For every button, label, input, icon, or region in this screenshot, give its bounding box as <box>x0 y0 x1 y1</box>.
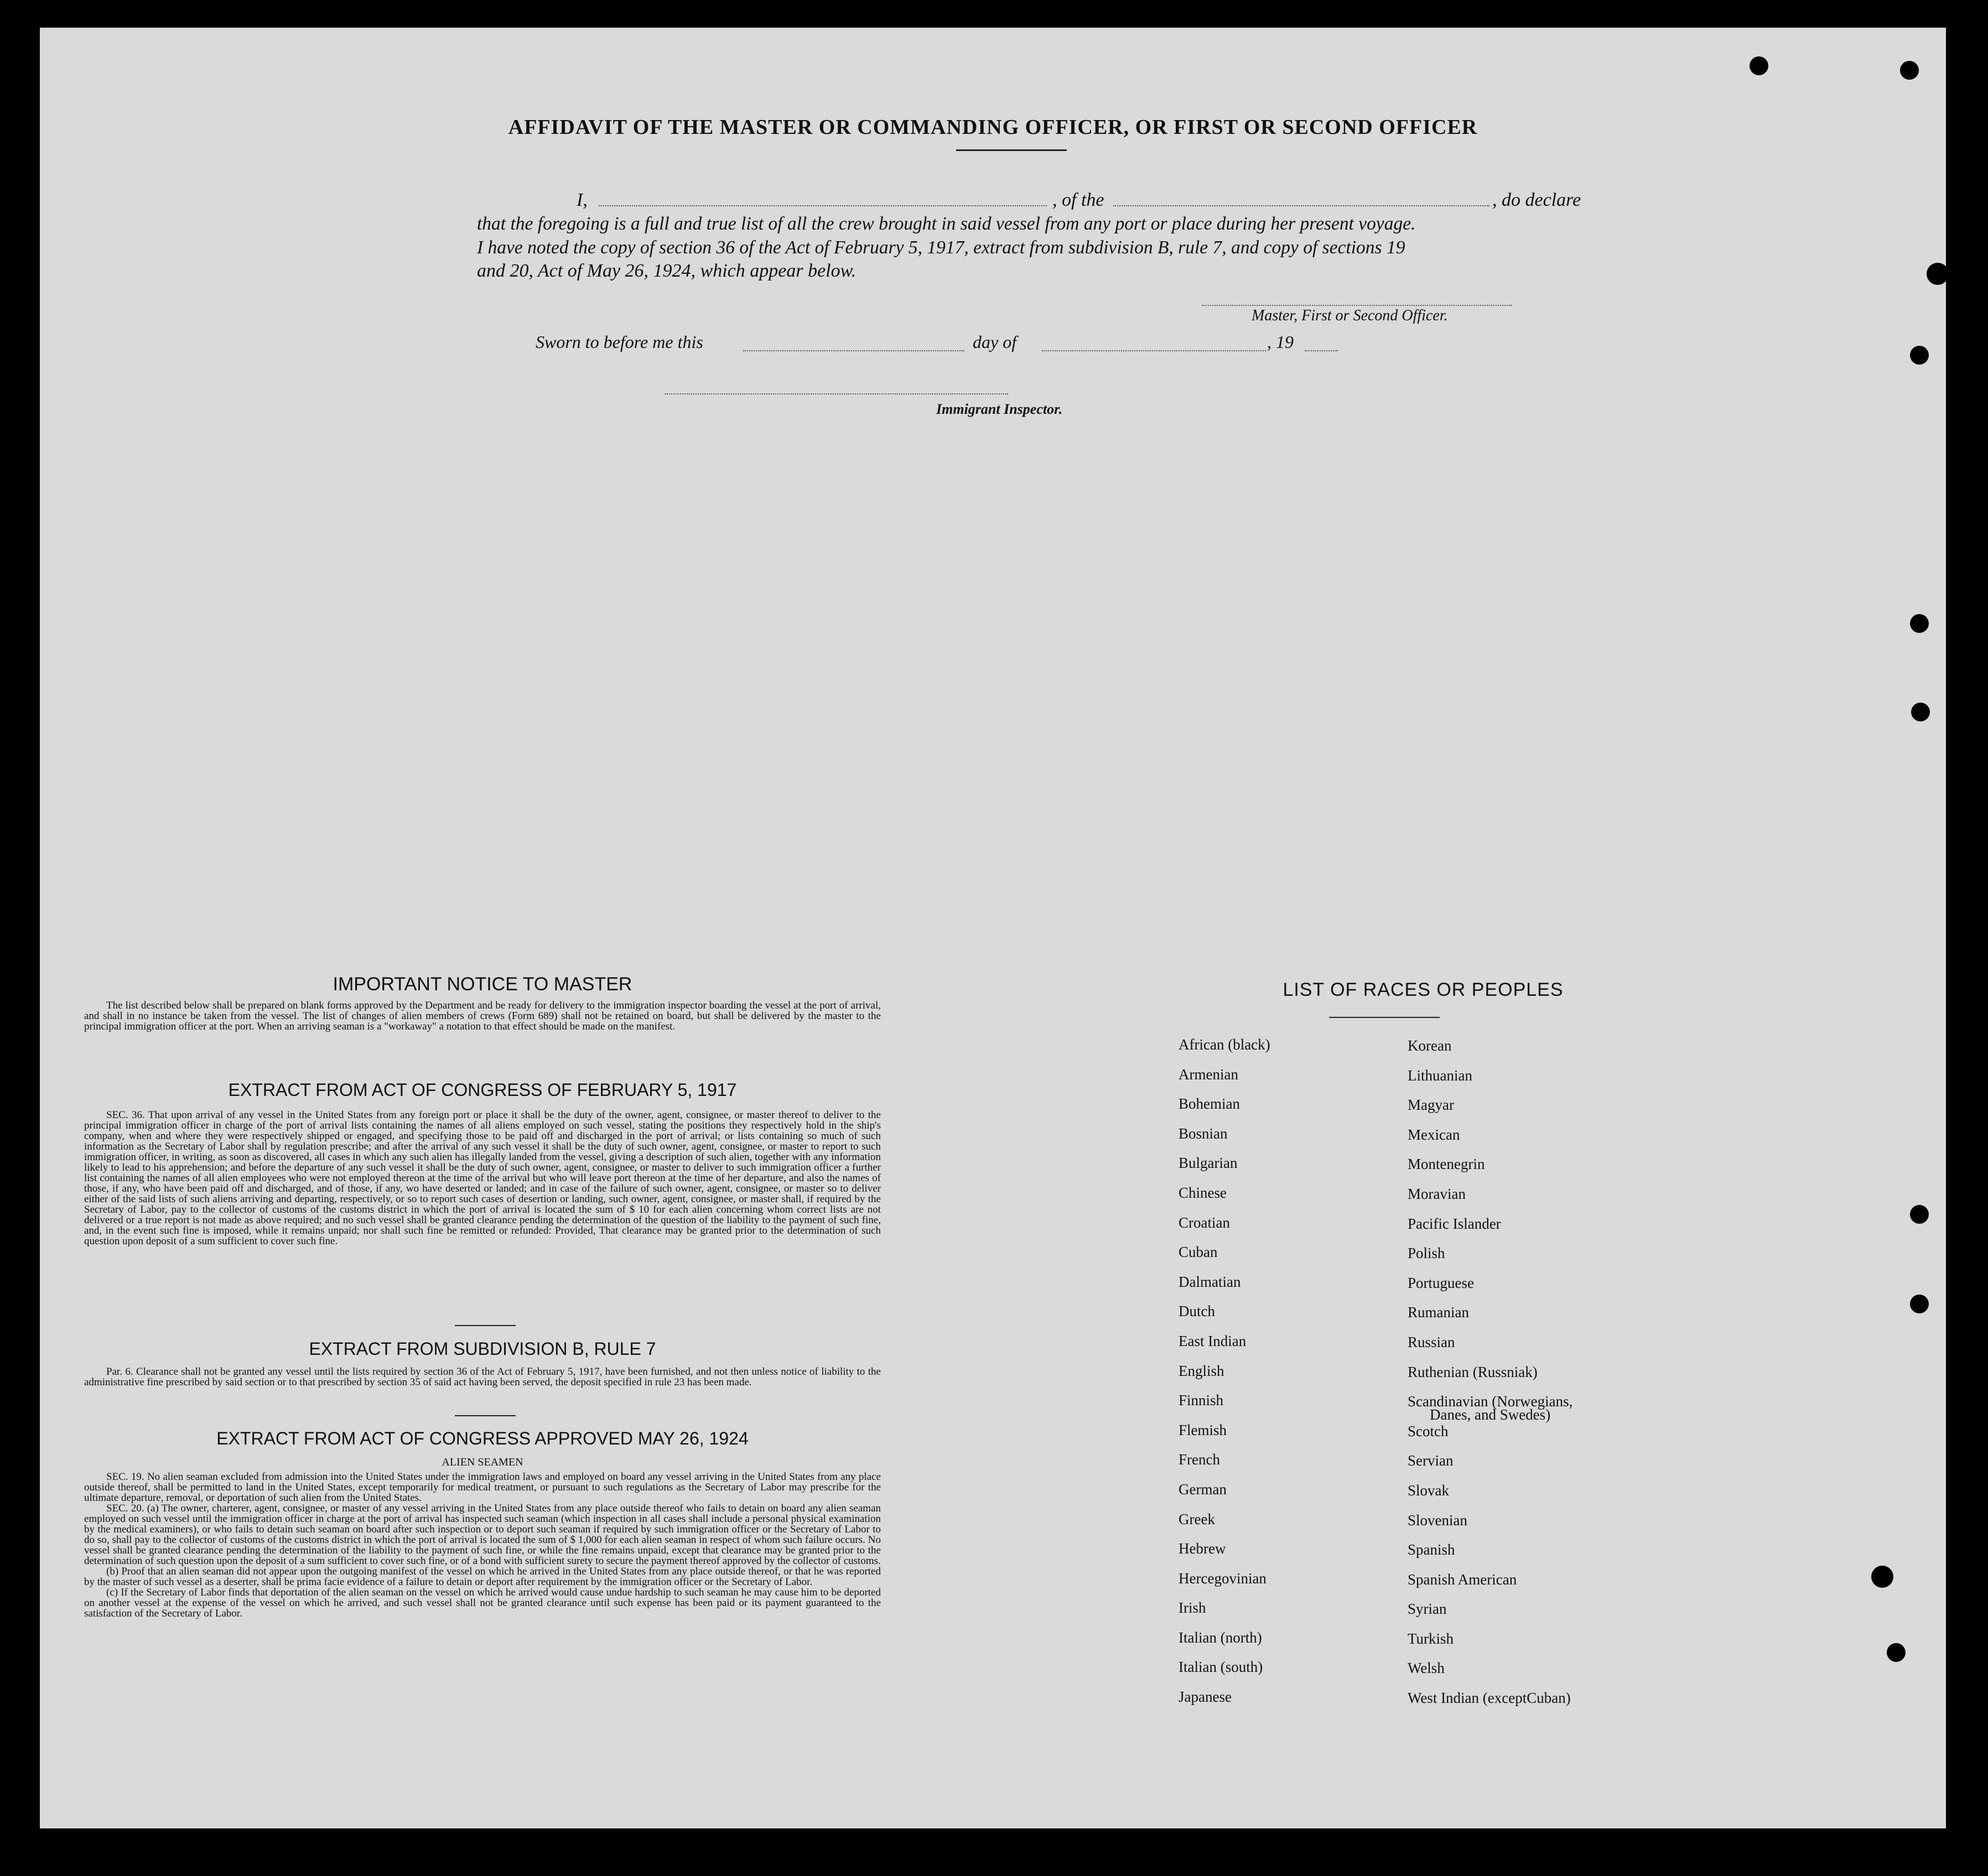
day-blank[interactable] <box>743 350 964 351</box>
race-item: Dutch <box>1179 1303 1215 1320</box>
affidavit-of-the: , of the <box>1052 190 1104 210</box>
race-item: Spanish American <box>1408 1571 1517 1588</box>
race-item: Syrian <box>1408 1600 1447 1618</box>
punch-hole <box>1871 1566 1893 1588</box>
section-36-paragraph: SEC. 36. That upon arrival of any vessel in the United States from any foreign port or place it shall be the duty of the owner, agent, consignee, or master thereof to deliver to the principal immigration officer in charge of the port of arrival lists containing the names of all aliens employed on such vessel, stating the positions they respectively hold in the ship's company, when and where they were respectively shipped or engaged, and specifying those to be paid off and discharged in the port of arrival; or lists containing so much of such information as the Secretary of Labor shall by regulation prescribe; and after the arrival of any such vessel it shall be the duty of such owner, agent, consignee, or master to report to such immigration officer, in writing, as soon as discovered, all cases in which any such alien has illegally landed from the vessel, giving a description of such alien, together with any information likely to lead to his apprehension; and before the departure of any such vessel it shall be the duty of such owner, agent, consignee, or master to deliver to such immigration officer a further list containing the names of all alien employees who were not employed thereon at the time of the arrival but who will leave port thereon at the time of her departure, and also the names of those, if any, who have been paid off and discharged, and of those, if any, wo have deserted or landed; and in case of the failure of such owner, agent, consignee, or master so to deliver either of the said lists of such aliens arriving and departing, respectively, or so to report such cases of desertion or landing, such owner, agent, consignee, or master shall, if required by the Secretary of Labor, pay to the collector of customs of the customs district in which the port of arrival is located the sum of $ 10 for each alien concerning whom correct lists are not delivered or a true report is not made as above required; and no such vessel shall be granted clearance pending the determination of the question of the liability to the payment of such fine, and, in the event such fine is imposed, while it remains unpaid; nor shall such fine be remitted or refunded: Provided, That clearance may be granted prior to the determination of such question upon deposit of a sum sufficient to cover such fine. <box>84 1109 881 1247</box>
document-page <box>40 28 1946 1828</box>
extract-rule7-title: EXTRACT FROM SUBDIVISION B, RULE 7 <box>309 1339 656 1359</box>
races-title-rule <box>1329 1017 1440 1018</box>
sworn-line <box>536 332 1366 360</box>
race-item: Hebrew <box>1179 1540 1226 1557</box>
affidavit-line-2: that the foregoing is a full and true list of all the crew brought in said vessel from any port or place during her present voyage. <box>477 214 1416 234</box>
race-item: Servian <box>1408 1452 1454 1469</box>
vessel-blank[interactable] <box>1113 205 1489 206</box>
punch-hole <box>1887 1643 1906 1662</box>
affidavit-line-3: I have noted the copy of section 36 of the Act of February 5, 1917, extract from subdivision B, rule 7, and copy of sections 19 <box>477 237 1405 258</box>
race-item: Chinese <box>1179 1184 1227 1201</box>
race-item: Montenegrin <box>1408 1156 1485 1173</box>
race-item: Magyar <box>1408 1097 1454 1114</box>
race-item: Spanish <box>1408 1541 1455 1558</box>
sec-19-paragraph: SEC. 19. No alien seaman excluded from admission into the United States under the immigration laws and employed on board any vessel arriving in the United States from any place outside thereof, shall be permitted to land in the United States, except temporarily for medical treatment, or pursuant to such regulations as the Secretary of Labor may prescribe for the ultimate departure, removal, or deportation of such alien from the United States. <box>84 1471 881 1504</box>
race-item: Dalmatian <box>1179 1273 1241 1290</box>
race-item: Hercegovinian <box>1179 1570 1266 1587</box>
affidavit-line-4: and 20, Act of May 26, 1924, which appear below. <box>477 261 857 281</box>
race-item: Portuguese <box>1408 1274 1474 1291</box>
race-item: Bohemian <box>1179 1095 1240 1113</box>
affidavit-i: I, <box>577 190 588 210</box>
punch-hole <box>1910 1295 1929 1313</box>
title-rule <box>956 149 1067 151</box>
race-item: Rumanian <box>1408 1304 1469 1321</box>
race-item-text: Scandinavian (Norwegians, <box>1408 1393 1573 1410</box>
sworn-year: , 19 <box>1267 332 1294 352</box>
sworn-prefix: Sworn to before me this <box>536 332 703 352</box>
race-item: French <box>1179 1451 1220 1468</box>
punch-hole <box>1910 346 1929 365</box>
par-6-paragraph: Par. 6. Clearance shall not be granted any vessel until the lists required by section 36 of the Act of February 5, 1917, have been furnished, and not then unless notice of liability to the administrative fine prescribed by said section or to that prescribed by section 35 of said act having been served, the deposit specified in rule 23 has been made. <box>84 1366 881 1388</box>
signature-caption: Master, First or Second Officer. <box>1252 307 1448 324</box>
sec-20a-paragraph: SEC. 20. (a) The owner, charterer, agent, consignee, or master of any vessel arriving in the United States from any place outside thereof who fails to detain on board any alien seaman employed on such vessel until the immigration officer in charge at the port of arrival has inspected such seaman (which inspection in all cases shall include a personal physical examination by the medical examiners), or who fails to detain such seaman on board after such inspection or to deport such seaman if required by such immigration officer or the Secretary of Labor to do so, shall pay to the collector of customs of the customs district in which the port of arrival is located the sum of $ 1,000 for each alien seaman in respect of whom such failure occurs. No vessel shall be granted clearance pending the determination of the liability to the payment of such fine, or while the fine remains unpaid, except that clearance may be granted prior to the determination of such question upon the deposit of a sum sufficient to cover such fine, or of a bond with sufficient surety to secure the payment thereof approved by the collector of customs. <box>84 1503 881 1567</box>
race-item: West Indian (exceptCuban) <box>1408 1690 1571 1707</box>
race-item: Ruthenian (Russniak) <box>1408 1363 1538 1380</box>
race-item: Lithuanian <box>1408 1067 1472 1084</box>
races-title: LIST OF RACES OR PEOPLES <box>1283 979 1564 1000</box>
race-item <box>1408 1390 1657 1423</box>
race-item: Korean <box>1408 1037 1452 1054</box>
race-item: Japanese <box>1179 1688 1232 1706</box>
affidavit-declare: , do declare <box>1492 190 1581 210</box>
race-item: Moravian <box>1408 1185 1466 1202</box>
race-item: Italian (north) <box>1179 1629 1262 1646</box>
race-item-continuation: Danes, and Swedes) <box>1430 1406 1551 1423</box>
race-item: Welsh <box>1408 1660 1445 1677</box>
race-item: Slovak <box>1408 1482 1450 1499</box>
race-item: Russian <box>1408 1333 1455 1350</box>
race-item: Irish <box>1179 1599 1206 1617</box>
race-item: Scotch <box>1408 1422 1449 1440</box>
race-item: Mexican <box>1408 1126 1460 1143</box>
notice-title: IMPORTANT NOTICE TO MASTER <box>333 974 632 995</box>
punch-hole <box>1900 61 1919 80</box>
section-rule <box>455 1415 516 1416</box>
punch-hole <box>1910 614 1929 633</box>
inspector-caption: Immigrant Inspector. <box>936 401 1063 417</box>
notice-body <box>84 1000 881 1032</box>
month-blank[interactable] <box>1042 350 1266 351</box>
extract-1917-body <box>84 1110 881 1246</box>
affidavit-title: AFFIDAVIT OF THE MASTER OR COMMANDING OFFICER, OR FIRST OR SECOND OFFICER <box>508 116 1478 139</box>
race-item: East Indian <box>1179 1332 1247 1349</box>
inspector-blank[interactable] <box>665 393 1008 394</box>
punch-hole <box>1911 703 1930 721</box>
race-item: Finnish <box>1179 1392 1224 1409</box>
notice-paragraph: The list described below shall be prepared on blank forms approved by the Department and be ready for delivery to the immigration inspector boarding the vessel at the port of arrival, and shall in no instance be taken from the vessel. The list of changes of alien members of crews (Form 689) shall not be retained on board, but shall be delivered by the master to the principal immigration officer at the port. When an arriving seaman is a "workaway" a notation to that effect should be made on the manifest. <box>84 1000 881 1032</box>
race-item: Flemish <box>1179 1421 1227 1438</box>
race-item: Armenian <box>1179 1066 1238 1083</box>
name-blank[interactable] <box>599 205 1047 206</box>
race-item: Bulgarian <box>1179 1155 1238 1172</box>
extract-1924-body <box>84 1472 881 1619</box>
race-item: Pacific Islander <box>1408 1215 1501 1232</box>
sec-20b-paragraph: (b) Proof that an alien seaman did not appear upon the outgoing manifest of the vessel on which he arrived in the United States from any place outside thereof, or that he was reported by the master of such vessel as a deserter, shall be prima facie evidence of a failure to detain or deport after requirement by the immigration officer or the Secretary of Labor. <box>84 1566 881 1588</box>
race-item: African (black) <box>1179 1036 1270 1053</box>
sec-20c-paragraph: (c) If the Secretary of Labor finds that deportation of the alien seaman on the vessel on which he arrived would cause undue hardship to such seaman he may cause him to be deported on another vessel at the expense of the vessel on which he arrived, and such vessel shall not be granted clearance until such expense has been paid or its payment guaranteed to the satisfaction of the Secretary of Labor. <box>84 1587 881 1619</box>
race-item: Cuban <box>1179 1244 1218 1261</box>
punch-hole <box>1750 56 1768 75</box>
races-right-column <box>1408 1035 1657 1717</box>
section-rule <box>455 1325 516 1326</box>
alien-seamen-subtitle: ALIEN SEAMEN <box>442 1456 523 1468</box>
race-item: Croatian <box>1179 1214 1230 1231</box>
signature-blank[interactable] <box>1202 304 1512 306</box>
extract-rule7-body <box>84 1366 881 1387</box>
race-item: German <box>1179 1480 1227 1498</box>
extract-1917-title: EXTRACT FROM ACT OF CONGRESS OF FEBRUARY 5, 1917 <box>228 1080 737 1100</box>
race-item: Polish <box>1408 1245 1445 1262</box>
year-blank[interactable] <box>1305 350 1338 351</box>
extract-1924-title: EXTRACT FROM ACT OF CONGRESS APPROVED MAY 26, 1924 <box>216 1428 749 1448</box>
races-left-column <box>1179 1033 1389 1716</box>
race-item: Bosnian <box>1179 1125 1228 1142</box>
race-item: Greek <box>1179 1510 1215 1527</box>
sworn-day: day of <box>973 332 1017 352</box>
punch-hole <box>1927 263 1949 285</box>
race-item: Slovenian <box>1408 1511 1467 1529</box>
race-item: Italian (south) <box>1179 1659 1263 1676</box>
race-item: Turkish <box>1408 1630 1454 1647</box>
punch-hole <box>1910 1205 1929 1224</box>
race-item: English <box>1179 1362 1224 1379</box>
